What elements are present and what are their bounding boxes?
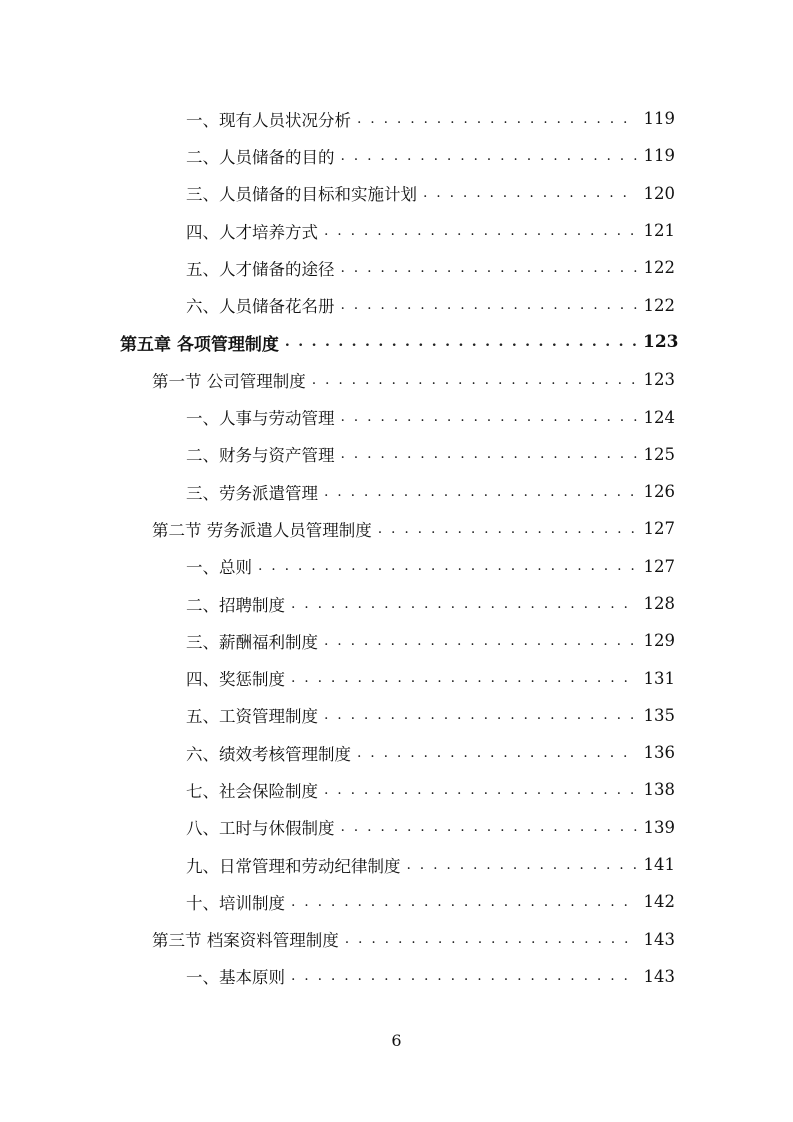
toc-entry-label: 一、人事与劳动管理	[186, 409, 335, 429]
toc-leader-dots	[341, 261, 638, 275]
toc-leader-dots	[258, 559, 637, 573]
toc-page-number: 123	[643, 332, 679, 353]
toc-page-number: 139	[643, 817, 675, 837]
toc-entry-label: 二、招聘制度	[186, 595, 285, 615]
toc-leader-dots	[324, 708, 637, 722]
toc-leader-dots	[285, 335, 637, 349]
toc-page-number: 142	[643, 892, 675, 912]
toc-leader-dots	[312, 373, 637, 387]
toc-entry[interactable]	[0, 846, 793, 883]
toc-page-number: 127	[643, 519, 675, 539]
toc-entry[interactable]	[0, 212, 793, 249]
toc-entry[interactable]	[0, 585, 793, 622]
toc-page-number: 128	[643, 594, 675, 613]
toc-page-number: 119	[643, 109, 675, 129]
toc-page-number: 126	[643, 482, 675, 502]
toc-entry-label: 第三节 档案资料管理制度	[152, 931, 339, 951]
toc-leader-dots	[291, 671, 637, 685]
toc-entry-label: 一、现有人员状况分析	[186, 110, 351, 130]
toc-page-number: 131	[643, 668, 675, 688]
toc-page-number: 136	[643, 743, 675, 763]
toc-page-number: 135	[643, 705, 675, 725]
toc-leader-dots	[324, 224, 637, 238]
toc-page-number: 141	[643, 855, 675, 875]
toc-entry-label: 四、人才培养方式	[186, 222, 318, 242]
toc-entry-label: 三、劳务派遣管理	[186, 483, 318, 503]
toc-entry[interactable]	[0, 659, 793, 696]
toc-leader-dots	[341, 447, 638, 461]
toc-page-number: 123	[643, 370, 675, 390]
toc-entry-label: 二、财务与资产管理	[186, 446, 335, 466]
toc-leader-dots	[357, 746, 637, 760]
toc-leader-dots	[341, 298, 638, 312]
toc-page-number: 129	[643, 631, 675, 651]
toc-entry[interactable]	[0, 622, 793, 659]
toc-entry-label: 第一节 公司管理制度	[152, 371, 306, 391]
toc-entry-label: 八、工时与休假制度	[186, 819, 335, 839]
toc-leader-dots	[341, 410, 638, 424]
toc-page-number: 120	[643, 183, 675, 203]
toc-leader-dots	[423, 186, 637, 200]
toc-entry-label: 第二节 劳务派遣人员管理制度	[152, 520, 372, 540]
toc-page-number: 122	[643, 258, 675, 278]
toc-entry-label: 九、日常管理和劳动纪律制度	[186, 856, 401, 876]
toc-page-number: 143	[643, 966, 675, 986]
toc-leader-dots	[378, 522, 637, 536]
toc-entry[interactable]	[0, 771, 793, 808]
toc-entry-label: 一、总则	[186, 558, 252, 578]
toc-entry[interactable]	[0, 286, 793, 323]
toc-page-number: 125	[643, 444, 675, 464]
toc-entry[interactable]	[0, 175, 793, 212]
toc-entry[interactable]	[0, 548, 793, 585]
toc-entry-label: 三、人员储备的目标和实施计划	[186, 185, 417, 205]
toc-entry-label: 六、绩效考核管理制度	[186, 744, 351, 764]
toc-entry-label: 十、培训制度	[186, 893, 285, 913]
toc-entry[interactable]	[0, 958, 793, 995]
toc-entry-label: 六、人员储备花名册	[186, 297, 335, 317]
toc-entry-label: 五、工资管理制度	[186, 707, 318, 727]
toc-page-number: 121	[643, 221, 675, 241]
toc-leader-dots	[345, 932, 637, 946]
toc-chapter-entry[interactable]	[0, 324, 793, 361]
toc-page-number: 124	[643, 407, 675, 427]
toc-page-number: 127	[643, 556, 675, 576]
toc-leader-dots	[357, 112, 637, 126]
toc-entry[interactable]	[0, 436, 793, 473]
toc-entry[interactable]	[0, 697, 793, 734]
toc-leader-dots	[324, 485, 637, 499]
table-of-contents	[0, 100, 793, 995]
toc-entry[interactable]	[0, 734, 793, 771]
toc-section-entry[interactable]	[0, 921, 793, 958]
toc-entry-label: 五、人才储备的途径	[186, 259, 335, 279]
toc-entry-label: 三、薪酬福利制度	[186, 632, 318, 652]
toc-entry[interactable]	[0, 398, 793, 435]
toc-page-number: 138	[643, 780, 675, 800]
toc-entry-label: 第五章 各项管理制度	[120, 334, 279, 355]
toc-entry-label: 一、基本原则	[186, 968, 285, 988]
toc-leader-dots	[407, 858, 638, 872]
toc-entry-label: 七、社会保险制度	[186, 781, 318, 801]
toc-leader-dots	[324, 634, 637, 648]
toc-entry-label: 四、奖惩制度	[186, 670, 285, 690]
toc-entry[interactable]	[0, 137, 793, 174]
toc-leader-dots	[291, 597, 637, 611]
toc-leader-dots	[341, 149, 638, 163]
toc-page-number: 122	[643, 295, 675, 315]
toc-entry[interactable]	[0, 809, 793, 846]
toc-entry[interactable]	[0, 100, 793, 137]
toc-leader-dots	[341, 820, 638, 834]
toc-page-number: 143	[643, 929, 675, 949]
toc-entry[interactable]	[0, 249, 793, 286]
toc-leader-dots	[324, 783, 637, 797]
toc-section-entry[interactable]	[0, 361, 793, 398]
toc-entry-label: 二、人员储备的目的	[186, 147, 335, 167]
page-number-footer: 6	[391, 1031, 402, 1050]
toc-leader-dots	[291, 969, 637, 983]
toc-page-number: 119	[643, 146, 675, 166]
toc-entry[interactable]	[0, 883, 793, 920]
toc-leader-dots	[291, 895, 637, 909]
toc-section-entry[interactable]	[0, 510, 793, 547]
toc-entry[interactable]	[0, 473, 793, 510]
